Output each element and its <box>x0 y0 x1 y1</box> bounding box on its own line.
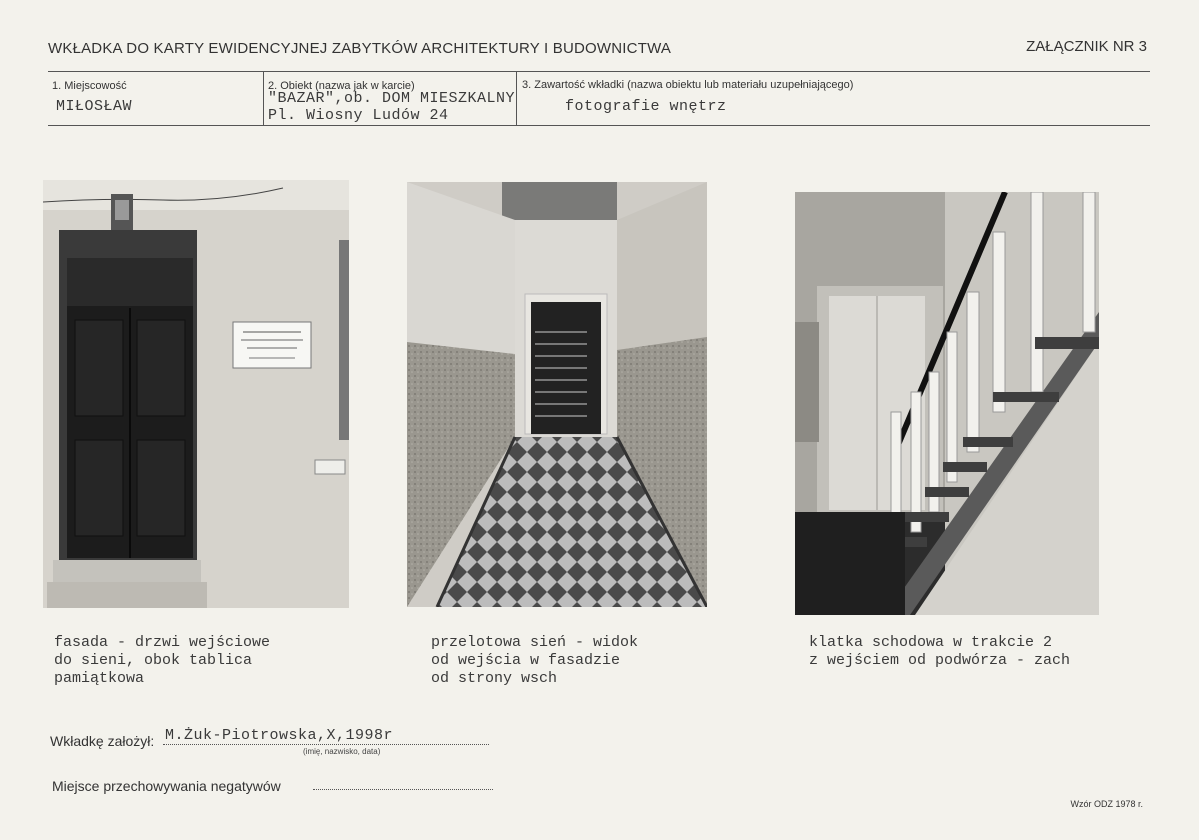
author-dotted-line <box>163 744 489 745</box>
table-divider-2 <box>516 71 517 126</box>
caption-corridor: przelotowa sień - widok od wejścia w fasadzie od strony wsch <box>431 634 639 687</box>
document-title: WKŁADKA DO KARTY EWIDENCYJNEJ ZABYTKÓW ARCHITEKTURY I BUDOWNICTWA <box>48 40 672 57</box>
caption-staircase: klatka schodowa w trakcie 2 z wejściem od podwórza - zach <box>809 634 1071 669</box>
author-label: Wkładkę założył: <box>50 733 155 749</box>
table-divider-1 <box>263 71 264 126</box>
content-label: 3. Zawartość wkładki (nazwa obiektu lub materiału uzupełniającego) <box>522 79 854 91</box>
photo-facade-door <box>43 180 349 608</box>
object-value-line-2: Pl. Wiosny Ludów 24 <box>268 107 449 124</box>
table-bottom-rule <box>48 125 1150 126</box>
annex-number: ZAŁĄCZNIK NR 3 <box>1026 38 1147 55</box>
locality-value: MIŁOSŁAW <box>56 98 133 115</box>
author-hint: (imię, nazwisko, data) <box>303 747 381 756</box>
photo-staircase <box>795 192 1099 615</box>
negatives-dotted-line <box>313 789 493 790</box>
object-value-line-1: "BAZAR",ob. DOM MIESZKALNY <box>268 90 516 107</box>
locality-label: 1. Miejscowość <box>52 80 127 92</box>
table-top-rule <box>48 71 1150 72</box>
content-value: fotografie wnętrz <box>565 98 727 115</box>
author-value: M.Żuk-Piotrowska,X,1998r <box>165 727 394 744</box>
negatives-location-label: Miejsce przechowywania negatywów <box>52 778 281 794</box>
form-mark: Wzór ODZ 1978 r. <box>1070 799 1143 809</box>
photo-corridor <box>407 182 707 607</box>
caption-facade-door: fasada - drzwi wejściowe do sieni, obok tablica pamiątkowa <box>54 634 271 687</box>
object-label: 2. Obiekt (nazwa jak w karcie) <box>268 80 415 92</box>
